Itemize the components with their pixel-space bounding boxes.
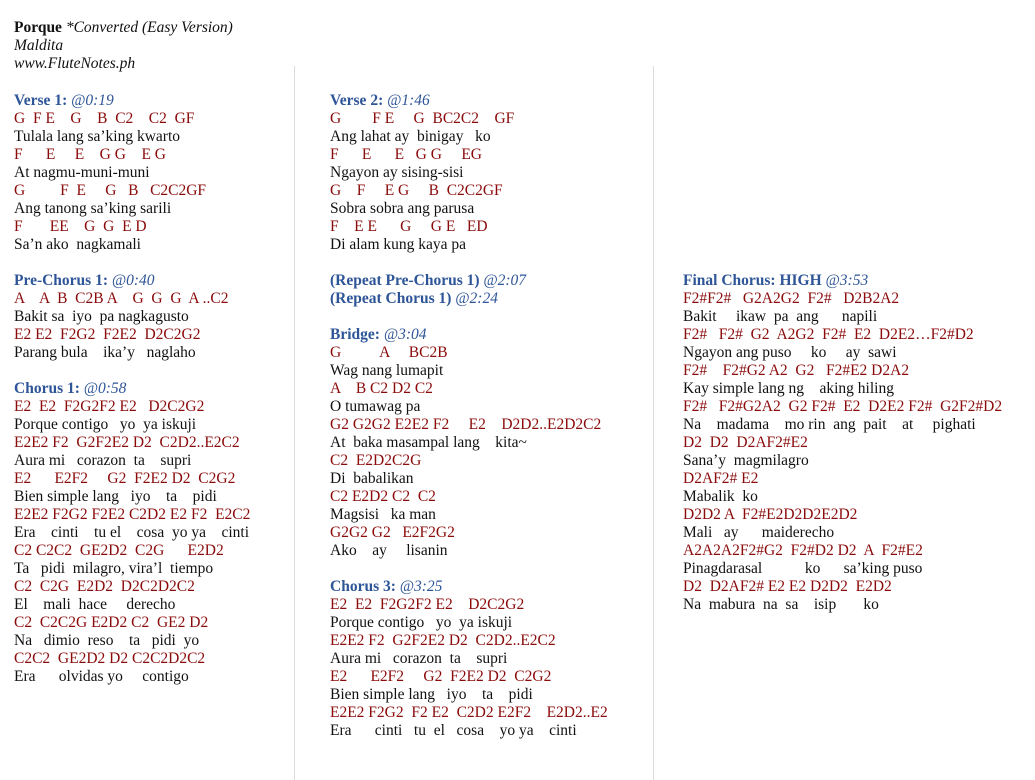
title-line bbox=[14, 19, 233, 37]
section-timestamp: @3:53 bbox=[825, 272, 869, 289]
section-title: (Repeat Chorus 1) bbox=[330, 290, 456, 307]
section-heading bbox=[330, 578, 608, 596]
flute-notes: G F E G B C2 C2 GF bbox=[14, 110, 195, 127]
lyric-line: Na madama mo rin ang pait at pighati bbox=[683, 416, 976, 433]
flute-notes: A2A2A2F2#G2 F2#D2 D2 A F2#E2 bbox=[683, 542, 923, 559]
lyric-line: Sobra sobra ang parusa bbox=[330, 200, 475, 217]
lyric-line: Ngayon ang puso ko ay sawi bbox=[683, 344, 897, 361]
artist: Maldita bbox=[14, 37, 64, 54]
section-gap bbox=[14, 254, 250, 272]
section-title: Final Chorus: HIGH bbox=[683, 272, 826, 289]
section-timestamp: @3:04 bbox=[383, 326, 427, 343]
lyric-line: Pinagdarasal ko sa’king puso bbox=[683, 560, 923, 577]
section-timestamp: @3:25 bbox=[399, 578, 443, 595]
flute-notes: F E E G G E ED bbox=[330, 218, 488, 235]
lyric-line: Bakit ikaw pa ang napili bbox=[683, 308, 878, 325]
flute-notes: F2# F2#G2 A2 G2 F2#E2 D2A2 bbox=[683, 362, 910, 379]
section-title: Chorus 3: bbox=[330, 578, 400, 595]
lyric-line: Wag nang lumapit bbox=[330, 362, 444, 379]
flute-notes: A B C2 D2 C2 bbox=[330, 380, 433, 397]
lyric-line: Na mabura na sa isip ko bbox=[683, 596, 879, 613]
website: www.FluteNotes.ph bbox=[14, 55, 136, 72]
flute-notes: D2AF2# E2 bbox=[683, 470, 759, 487]
section-title: Verse 2: bbox=[330, 92, 388, 109]
flute-notes: E2 E2 F2G2 F2E2 D2C2G2 bbox=[14, 326, 201, 343]
flute-notes: E2E2 F2G2 F2E2 C2D2 E2 F2 E2C2 bbox=[14, 506, 251, 523]
flute-notes: C2 C2C2G E2D2 C2 GE2 D2 bbox=[14, 614, 209, 631]
version-note: *Converted (Easy Version) bbox=[61, 19, 233, 36]
flute-notes: A A B C2B A G G G A ..C2 bbox=[14, 290, 229, 307]
section-heading bbox=[14, 92, 250, 110]
lyric-line: Sana’y magmilagro bbox=[683, 452, 809, 469]
flute-notes: E2 E2F2 G2 F2E2 D2 C2G2 bbox=[330, 668, 552, 685]
column-3 bbox=[683, 272, 1002, 614]
section-title: Pre-Chorus 1: bbox=[14, 272, 112, 289]
flute-notes: F2# F2#G2A2 G2 F2# E2 D2E2 F2# G2F2#D2 bbox=[683, 398, 1003, 415]
flute-notes: D2D2 A F2#E2D2D2E2D2 bbox=[683, 506, 858, 523]
lyric-line: At nagmu-muni-muni bbox=[14, 164, 150, 181]
flute-notes: G F E G B C2C2GF bbox=[14, 182, 207, 199]
lyric-line: Magsisi ka man bbox=[330, 506, 436, 523]
flute-notes: D2 D2 D2AF2#E2 bbox=[683, 434, 808, 451]
section-heading bbox=[330, 326, 608, 344]
section-heading bbox=[330, 290, 608, 308]
lyric-line: Di alam kung kaya pa bbox=[330, 236, 467, 253]
lyric-line: Tulala lang sa’king kwarto bbox=[14, 128, 181, 145]
lyric-line: Porque contigo yo ya iskuji bbox=[330, 614, 513, 631]
flute-notes: E2E2 F2 G2F2E2 D2 C2D2..E2C2 bbox=[14, 434, 240, 451]
lyric-line: Era cinti tu el cosa yo ya cinti bbox=[14, 524, 250, 541]
flute-notes: F E E G G E G bbox=[14, 146, 166, 163]
lyric-line: Na dimio reso ta pidi yo bbox=[14, 632, 200, 649]
flute-notes: C2C2 GE2D2 D2 C2C2D2C2 bbox=[14, 650, 206, 667]
section-heading bbox=[14, 380, 250, 398]
section-heading bbox=[330, 272, 608, 290]
flute-notes: E2 E2 F2G2F2 E2 D2C2G2 bbox=[14, 398, 205, 415]
flute-notes: G2 G2G2 E2E2 F2 E2 D2D2..E2D2C2 bbox=[330, 416, 602, 433]
flute-notes: D2 D2AF2# E2 E2 D2D2 E2D2 bbox=[683, 578, 892, 595]
lyric-line: Di babalikan bbox=[330, 470, 414, 487]
lyric-line: Porque contigo yo ya iskuji bbox=[14, 416, 197, 433]
lyric-line: Parang bula ika’y naglaho bbox=[14, 344, 196, 361]
lyric-line: At baka masampal lang kita~ bbox=[330, 434, 527, 451]
flute-notes: E2E2 F2 G2F2E2 D2 C2D2..E2C2 bbox=[330, 632, 556, 649]
lyric-line: Bien simple lang iyo ta pidi bbox=[330, 686, 533, 703]
lyric-line: Aura mi corazon ta supri bbox=[330, 650, 508, 667]
section-timestamp: @0:40 bbox=[111, 272, 155, 289]
flute-notes: C2 E2D2C2G bbox=[330, 452, 422, 469]
flute-notes: F2# F2# G2 A2G2 F2# E2 D2E2…F2#D2 bbox=[683, 326, 974, 343]
section-heading bbox=[14, 272, 250, 290]
flute-notes: C2 E2D2 C2 C2 bbox=[330, 488, 436, 505]
section-timestamp: @0:19 bbox=[71, 92, 114, 109]
lyric-line: Era cinti tu el cosa yo ya cinti bbox=[330, 722, 577, 739]
column-divider bbox=[653, 66, 654, 780]
section-heading bbox=[683, 272, 1002, 290]
lyric-line: Sa’n ako nagkamali bbox=[14, 236, 141, 253]
flute-notes: F E E G G EG bbox=[330, 146, 482, 163]
lyric-line: Bien simple lang iyo ta pidi bbox=[14, 488, 217, 505]
flute-notes: E2E2 F2G2 F2 E2 C2D2 E2F2 E2D2..E2 bbox=[330, 704, 608, 721]
lyric-line: Ang lahat ay binigay ko bbox=[330, 128, 491, 145]
lyric-line: O tumawag pa bbox=[330, 398, 421, 415]
section-title: (Repeat Pre-Chorus 1) bbox=[330, 272, 484, 289]
lyric-line: Kay simple lang ng aking hiling bbox=[683, 380, 894, 397]
flute-notes: G A BC2B bbox=[330, 344, 448, 361]
lyric-line: Aura mi corazon ta supri bbox=[14, 452, 192, 469]
flute-notes: G F E G B C2C2GF bbox=[330, 182, 503, 199]
column-divider bbox=[294, 66, 295, 780]
section-title: Chorus 1: bbox=[14, 380, 84, 397]
lyric-line: Ako ay lisanin bbox=[330, 542, 448, 559]
lyric-line: Mabalik ko bbox=[683, 488, 758, 505]
lyric-line: Bakit sa iyo pa nagkagusto bbox=[14, 308, 189, 325]
section-timestamp: @0:58 bbox=[83, 380, 127, 397]
flute-notes: F EE G G E D bbox=[14, 218, 147, 235]
section-timestamp: @2:07 bbox=[483, 272, 527, 289]
flute-notes: F2#F2# G2A2G2 F2# D2B2A2 bbox=[683, 290, 900, 307]
lyric-line: Ngayon ay sising-sisi bbox=[330, 164, 464, 181]
section-gap bbox=[330, 308, 608, 326]
section-timestamp: @1:46 bbox=[387, 92, 430, 109]
song-title: Porque bbox=[14, 19, 62, 36]
section-gap bbox=[330, 254, 608, 272]
section-title: Bridge: bbox=[330, 326, 384, 343]
column-2 bbox=[330, 92, 608, 740]
flute-notes: C2 C2C2 GE2D2 C2G E2D2 bbox=[14, 542, 224, 559]
lyric-line: Ang tanong sa’king sarili bbox=[14, 200, 172, 217]
flute-notes: E2 E2 F2G2F2 E2 D2C2G2 bbox=[330, 596, 525, 613]
section-timestamp: @2:24 bbox=[455, 290, 498, 307]
section-gap bbox=[14, 362, 250, 380]
lyric-line: Ta pidi milagro, vira’l tiempo bbox=[14, 560, 214, 577]
column-1 bbox=[14, 92, 250, 686]
lyric-line: El mali hace derecho bbox=[14, 596, 176, 613]
section-gap bbox=[330, 560, 608, 578]
section-title: Verse 1: bbox=[14, 92, 72, 109]
flute-notes: E2 E2F2 G2 F2E2 D2 C2G2 bbox=[14, 470, 236, 487]
section-heading bbox=[330, 92, 608, 110]
flute-notes: G F E G BC2C2 GF bbox=[330, 110, 515, 127]
lyric-line: Mali ay maiderecho bbox=[683, 524, 835, 541]
flute-notes: G2G2 G2 E2F2G2 bbox=[330, 524, 455, 541]
lyric-line: Era olvidas yo contigo bbox=[14, 668, 189, 685]
song-header bbox=[14, 19, 233, 73]
flute-notes: C2 C2G E2D2 D2C2D2C2 bbox=[14, 578, 195, 595]
